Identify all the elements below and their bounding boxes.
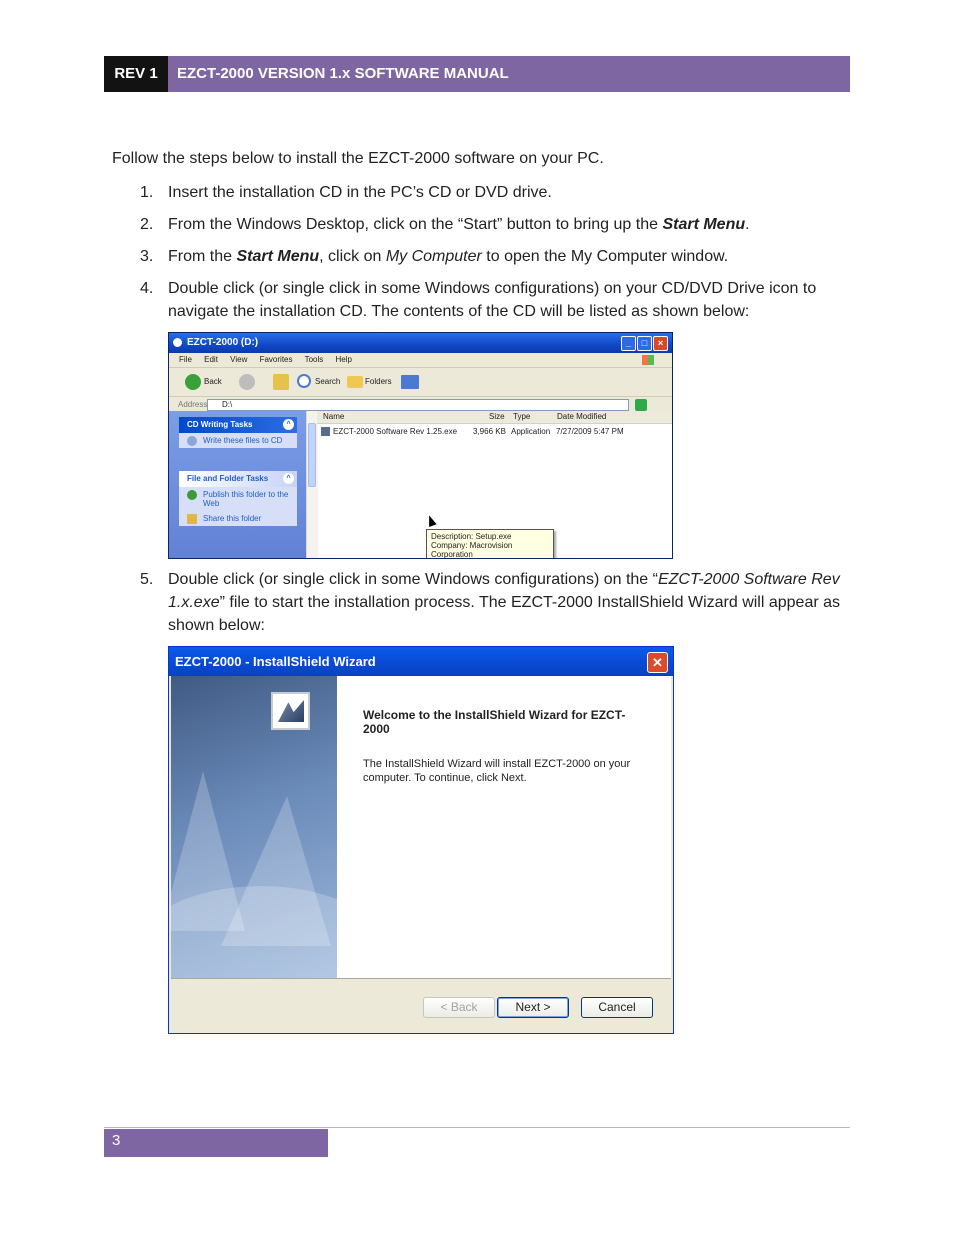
wizard-description: The InstallShield Wizard will install EZCT-2000 on your computer. To continue, click Next.	[363, 758, 631, 784]
back-arrow-icon[interactable]	[185, 374, 201, 390]
step-text-run: , click on	[319, 248, 386, 265]
step-text-run: Double click (or single click in some Windows configurations) on your CD/DVD Drive icon to navigate the installation CD. The contents of the CD will be listed as shown below:	[168, 280, 817, 320]
wizard-heading: Welcome to the InstallShield Wizard for EZCT-2000	[363, 708, 626, 736]
step-number: 2.	[140, 216, 154, 233]
column-name[interactable]: Name	[323, 412, 345, 421]
windows-logo-icon	[642, 355, 654, 365]
step-text-run: From the Windows Desktop, click on the “Start” button to bring up the	[168, 216, 663, 233]
task-share-folder[interactable]	[179, 511, 297, 526]
globe-icon	[187, 490, 197, 500]
collapse-chevron-icon[interactable]: ^	[283, 419, 294, 430]
back-button-label[interactable]: Back	[204, 377, 222, 386]
menu-tools[interactable]: Tools	[304, 355, 324, 364]
file-date: 7/27/2009 5:47 PM	[556, 427, 624, 436]
explorer-title-bar	[169, 333, 672, 353]
installshield-logo-icon	[271, 692, 310, 730]
wizard-content	[337, 676, 671, 978]
file-row[interactable]	[317, 427, 672, 437]
task-label: Write these files to CD	[203, 436, 283, 445]
task-label: Share this folder	[203, 514, 262, 523]
step-text-run: Start Menu	[662, 216, 746, 233]
explorer-window	[168, 332, 673, 559]
forward-arrow-icon[interactable]	[239, 374, 255, 390]
panel-header[interactable]	[179, 471, 297, 487]
task-write-to-cd[interactable]	[179, 433, 297, 448]
back-button[interactable]: < Back	[423, 997, 495, 1018]
intro-paragraph: Follow the steps below to install the EZCT-2000 software on your PC.	[112, 150, 604, 167]
close-button[interactable]: ×	[653, 336, 668, 351]
menu-view[interactable]: View	[230, 355, 248, 364]
footer-rule	[104, 1127, 850, 1128]
setup-exe-icon	[321, 427, 330, 436]
address-input[interactable]: D:\	[207, 399, 629, 411]
step-text	[168, 181, 850, 204]
step-text-run: .	[745, 216, 750, 233]
step-text-run: Start Menu	[236, 248, 320, 265]
step-text	[168, 213, 850, 236]
search-button-label[interactable]: Search	[315, 377, 341, 386]
panel-header[interactable]	[179, 417, 297, 433]
column-size[interactable]: Size	[489, 412, 505, 421]
wizard-button-bar	[171, 978, 671, 1031]
step-text	[168, 277, 850, 323]
wizard-title: EZCT-2000 - InstallShield Wizard	[175, 654, 376, 669]
step-text-run: to open the My Computer window.	[481, 248, 729, 265]
installshield-wizard-window	[168, 646, 674, 1034]
search-icon[interactable]	[297, 374, 311, 388]
step-text	[168, 245, 850, 268]
tooltip-line: Company: Macrovision Corporation	[431, 541, 513, 559]
views-icon[interactable]	[401, 375, 419, 389]
task-label: Publish this folder to the Web	[203, 490, 289, 508]
step-number: 5.	[140, 571, 154, 588]
step-number: 3.	[140, 248, 154, 265]
file-folder-tasks-panel	[179, 471, 297, 526]
wizard-side-banner	[171, 676, 337, 978]
step-text-run: Insert the installation CD in the PC’s CD or DVD drive.	[168, 184, 552, 201]
next-button[interactable]: Next >	[497, 997, 569, 1018]
explorer-title: EZCT-2000 (D:)	[187, 337, 259, 348]
banner-graphic	[171, 886, 337, 978]
step-number: 1.	[140, 184, 154, 201]
file-size: 3,966 KB	[473, 427, 506, 436]
up-folder-icon[interactable]	[273, 374, 289, 390]
maximize-button[interactable]: □	[637, 336, 652, 351]
cd-writing-tasks-panel	[179, 417, 297, 448]
tooltip-line: Description: Setup.exe	[431, 532, 512, 541]
step-text-run: EZCT-2000 Software Rev 1.x.exe	[168, 571, 840, 611]
column-date-modified[interactable]: Date Modified	[557, 412, 607, 421]
scrollbar-thumb[interactable]	[308, 423, 316, 487]
go-arrow-icon[interactable]	[635, 399, 647, 411]
step-text-run: ” file to start the installation process. The EZCT-2000 InstallShield Wizard will appear as shown below:	[168, 594, 841, 634]
explorer-menu-bar	[169, 353, 672, 368]
header-rev-label: REV 1	[104, 56, 168, 92]
step-text-run: From the	[168, 248, 237, 265]
cd-icon	[187, 436, 197, 446]
menu-file[interactable]: File	[179, 355, 192, 364]
folders-icon[interactable]	[347, 376, 363, 388]
step-text-run: Double click (or single click in some Windows configurations) on the “	[168, 571, 658, 588]
step-text-run: My Computer	[385, 248, 482, 265]
menu-help[interactable]: Help	[335, 355, 352, 364]
header-manual-title: EZCT-2000 VERSION 1.x SOFTWARE MANUAL	[168, 56, 850, 92]
folders-button-label[interactable]: Folders	[365, 377, 392, 386]
collapse-chevron-icon[interactable]: ^	[283, 473, 294, 484]
wizard-close-button[interactable]: ✕	[647, 652, 668, 673]
mouse-pointer-icon	[425, 514, 436, 527]
menu-edit[interactable]: Edit	[204, 355, 218, 364]
panel-title: File and Folder Tasks	[187, 474, 269, 483]
file-name[interactable]: EZCT-2000 Software Rev 1.25.exe	[333, 427, 458, 436]
page-number: 3	[104, 1129, 328, 1157]
menu-favorites[interactable]: Favorites	[259, 355, 293, 364]
file-tooltip	[426, 529, 554, 559]
step-text	[168, 568, 850, 637]
task-publish-folder[interactable]	[179, 487, 297, 511]
wizard-title-bar	[169, 647, 673, 676]
explorer-toolbar	[169, 368, 672, 397]
explorer-content	[169, 411, 672, 558]
column-type[interactable]: Type	[513, 412, 531, 421]
minimize-button[interactable]: _	[621, 336, 636, 351]
cancel-button[interactable]: Cancel	[581, 997, 653, 1018]
task-pane	[169, 411, 306, 558]
file-type: Application	[511, 427, 551, 436]
shared-folder-icon	[187, 514, 197, 524]
cd-drive-icon	[173, 338, 182, 347]
panel-title: CD Writing Tasks	[187, 420, 253, 429]
file-list-header	[317, 411, 672, 424]
step-number: 4.	[140, 280, 154, 297]
address-label: Address	[178, 400, 208, 409]
